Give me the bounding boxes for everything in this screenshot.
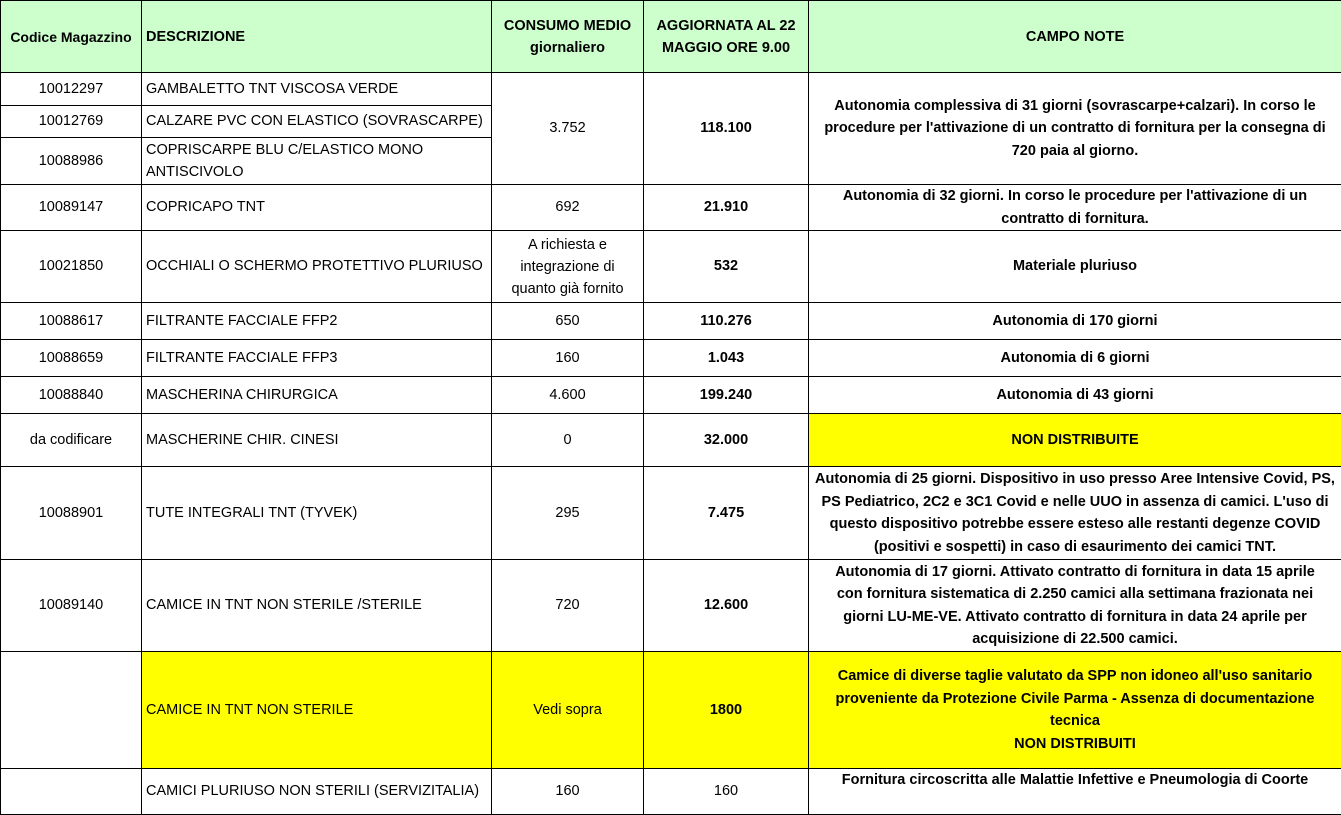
- row-quantity: 21.910: [644, 185, 809, 231]
- row-quantity: 32.000: [644, 414, 809, 467]
- row-note: Camice di diverse taglie valutato da SPP non idoneo all'uso sanitario proveniente da Protezione Civile Parma - Assenza di documentazione tecnica NON DISTRIBUITI: [809, 652, 1341, 769]
- row-consumption: 692: [492, 185, 644, 231]
- row-consumption: Vedi sopra: [492, 652, 644, 769]
- row-description: OCCHIALI O SCHERMO PROTETTIVO PLURIUSO: [142, 231, 492, 303]
- row-code: 10089140: [1, 560, 142, 652]
- row-code: 10088659: [1, 340, 142, 377]
- row-consumption: 4.600: [492, 377, 644, 414]
- row-consumption: 720: [492, 560, 644, 652]
- row-description: FILTRANTE FACCIALE FFP3: [142, 340, 492, 377]
- row-note: Autonomia di 32 giorni. In corso le procedure per l'attivazione di un contratto di fornitura.: [809, 185, 1341, 231]
- header-description: DESCRIZIONE: [142, 1, 492, 73]
- row-quantity: 199.240: [644, 377, 809, 414]
- row-quantity: 110.276: [644, 303, 809, 340]
- header-row: [1, 1, 1341, 73]
- table-row: [1, 414, 1341, 467]
- table-row: [1, 377, 1341, 414]
- table-row: [1, 185, 1341, 231]
- row-code: 10088986: [1, 138, 142, 185]
- table-row: [1, 467, 1341, 560]
- row-description: MASCHERINA CHIRURGICA: [142, 377, 492, 414]
- row-note: Fornitura circoscritta alle Malattie Infettive e Pneumologia di Coorte: [809, 769, 1341, 815]
- row-quantity: 7.475: [644, 467, 809, 560]
- header-code: Codice Magazzino: [1, 1, 142, 73]
- row-code: 10088840: [1, 377, 142, 414]
- row-code: 10012769: [1, 106, 142, 138]
- row-description: COPRICAPO TNT: [142, 185, 492, 231]
- row-consumption: 160: [492, 769, 644, 815]
- row-note: Autonomia di 17 giorni. Attivato contratto di fornitura in data 15 aprile con fornitura sistematica di 2.250 camici alla settimana frazionata nei giorni LU-ME-VE. Attivato contratto di fornitura in data 24 aprile per acquisizione di 22.500 camici.: [809, 560, 1341, 652]
- row-note: Autonomia di 25 giorni. Dispositivo in uso presso Aree Intensive Covid, PS, PS Pediatrico, 2C2 e 3C1 Covid e nelle UUO in assenza di camici. L'uso di questo dispositivo potrebbe essere esteso alle restanti degenze COVID (positivi e sospetti) in caso di esaurimento dei camici TNT.: [809, 467, 1341, 560]
- row-consumption: 3.752: [492, 73, 644, 185]
- row-quantity: 532: [644, 231, 809, 303]
- row-code: 10088617: [1, 303, 142, 340]
- row-consumption: A richiesta e integrazione di quanto già fornito: [492, 231, 644, 303]
- row-quantity: 12.600: [644, 560, 809, 652]
- row-quantity: 1.043: [644, 340, 809, 377]
- row-consumption: 295: [492, 467, 644, 560]
- row-note: Autonomia di 6 giorni: [809, 340, 1341, 377]
- header-consumption: CONSUMO MEDIO giornaliero: [492, 1, 644, 73]
- row-code: [1, 769, 142, 815]
- row-quantity: 1800: [644, 652, 809, 769]
- row-note: Autonomia di 43 giorni: [809, 377, 1341, 414]
- row-consumption: 160: [492, 340, 644, 377]
- row-code: [1, 652, 142, 769]
- header-notes: CAMPO NOTE: [809, 1, 1341, 73]
- header-updated: AGGIORNATA AL 22 MAGGIO ORE 9.00: [644, 1, 809, 73]
- row-note: Autonomia di 170 giorni: [809, 303, 1341, 340]
- table-row: [1, 560, 1341, 652]
- row-description: FILTRANTE FACCIALE FFP2: [142, 303, 492, 340]
- row-description: MASCHERINE CHIR. CINESI: [142, 414, 492, 467]
- row-code: 10012297: [1, 73, 142, 106]
- row-code: 10089147: [1, 185, 142, 231]
- row-consumption: 0: [492, 414, 644, 467]
- row-code: da codificare: [1, 414, 142, 467]
- row-description: TUTE INTEGRALI TNT (TYVEK): [142, 467, 492, 560]
- table-row: [1, 231, 1341, 303]
- row-description: GAMBALETTO TNT VISCOSA VERDE: [142, 73, 492, 106]
- table-row: [1, 303, 1341, 340]
- row-code: 10021850: [1, 231, 142, 303]
- row-note: Autonomia complessiva di 31 giorni (sovrascarpe+calzari). In corso le procedure per l'attivazione di un contratto di fornitura per la consegna di 720 paia al giorno.: [809, 73, 1341, 185]
- table-row: [1, 652, 1341, 769]
- row-code: 10088901: [1, 467, 142, 560]
- row-quantity: 160: [644, 769, 809, 815]
- table-row: [1, 73, 1341, 106]
- row-note: NON DISTRIBUITE: [809, 414, 1341, 467]
- row-description: CAMICE IN TNT NON STERILE /STERILE: [142, 560, 492, 652]
- row-description: CALZARE PVC CON ELASTICO (SOVRASCARPE): [142, 106, 492, 138]
- row-consumption: 650: [492, 303, 644, 340]
- table-row: [1, 340, 1341, 377]
- table-row: [1, 769, 1341, 815]
- row-description: CAMICE IN TNT NON STERILE: [142, 652, 492, 769]
- row-quantity: 118.100: [644, 73, 809, 185]
- row-note: Materiale pluriuso: [809, 231, 1341, 303]
- row-description: CAMICI PLURIUSO NON STERILI (SERVIZITALIA): [142, 769, 492, 815]
- row-description: COPRISCARPE BLU C/ELASTICO MONO ANTISCIVOLO: [142, 138, 492, 185]
